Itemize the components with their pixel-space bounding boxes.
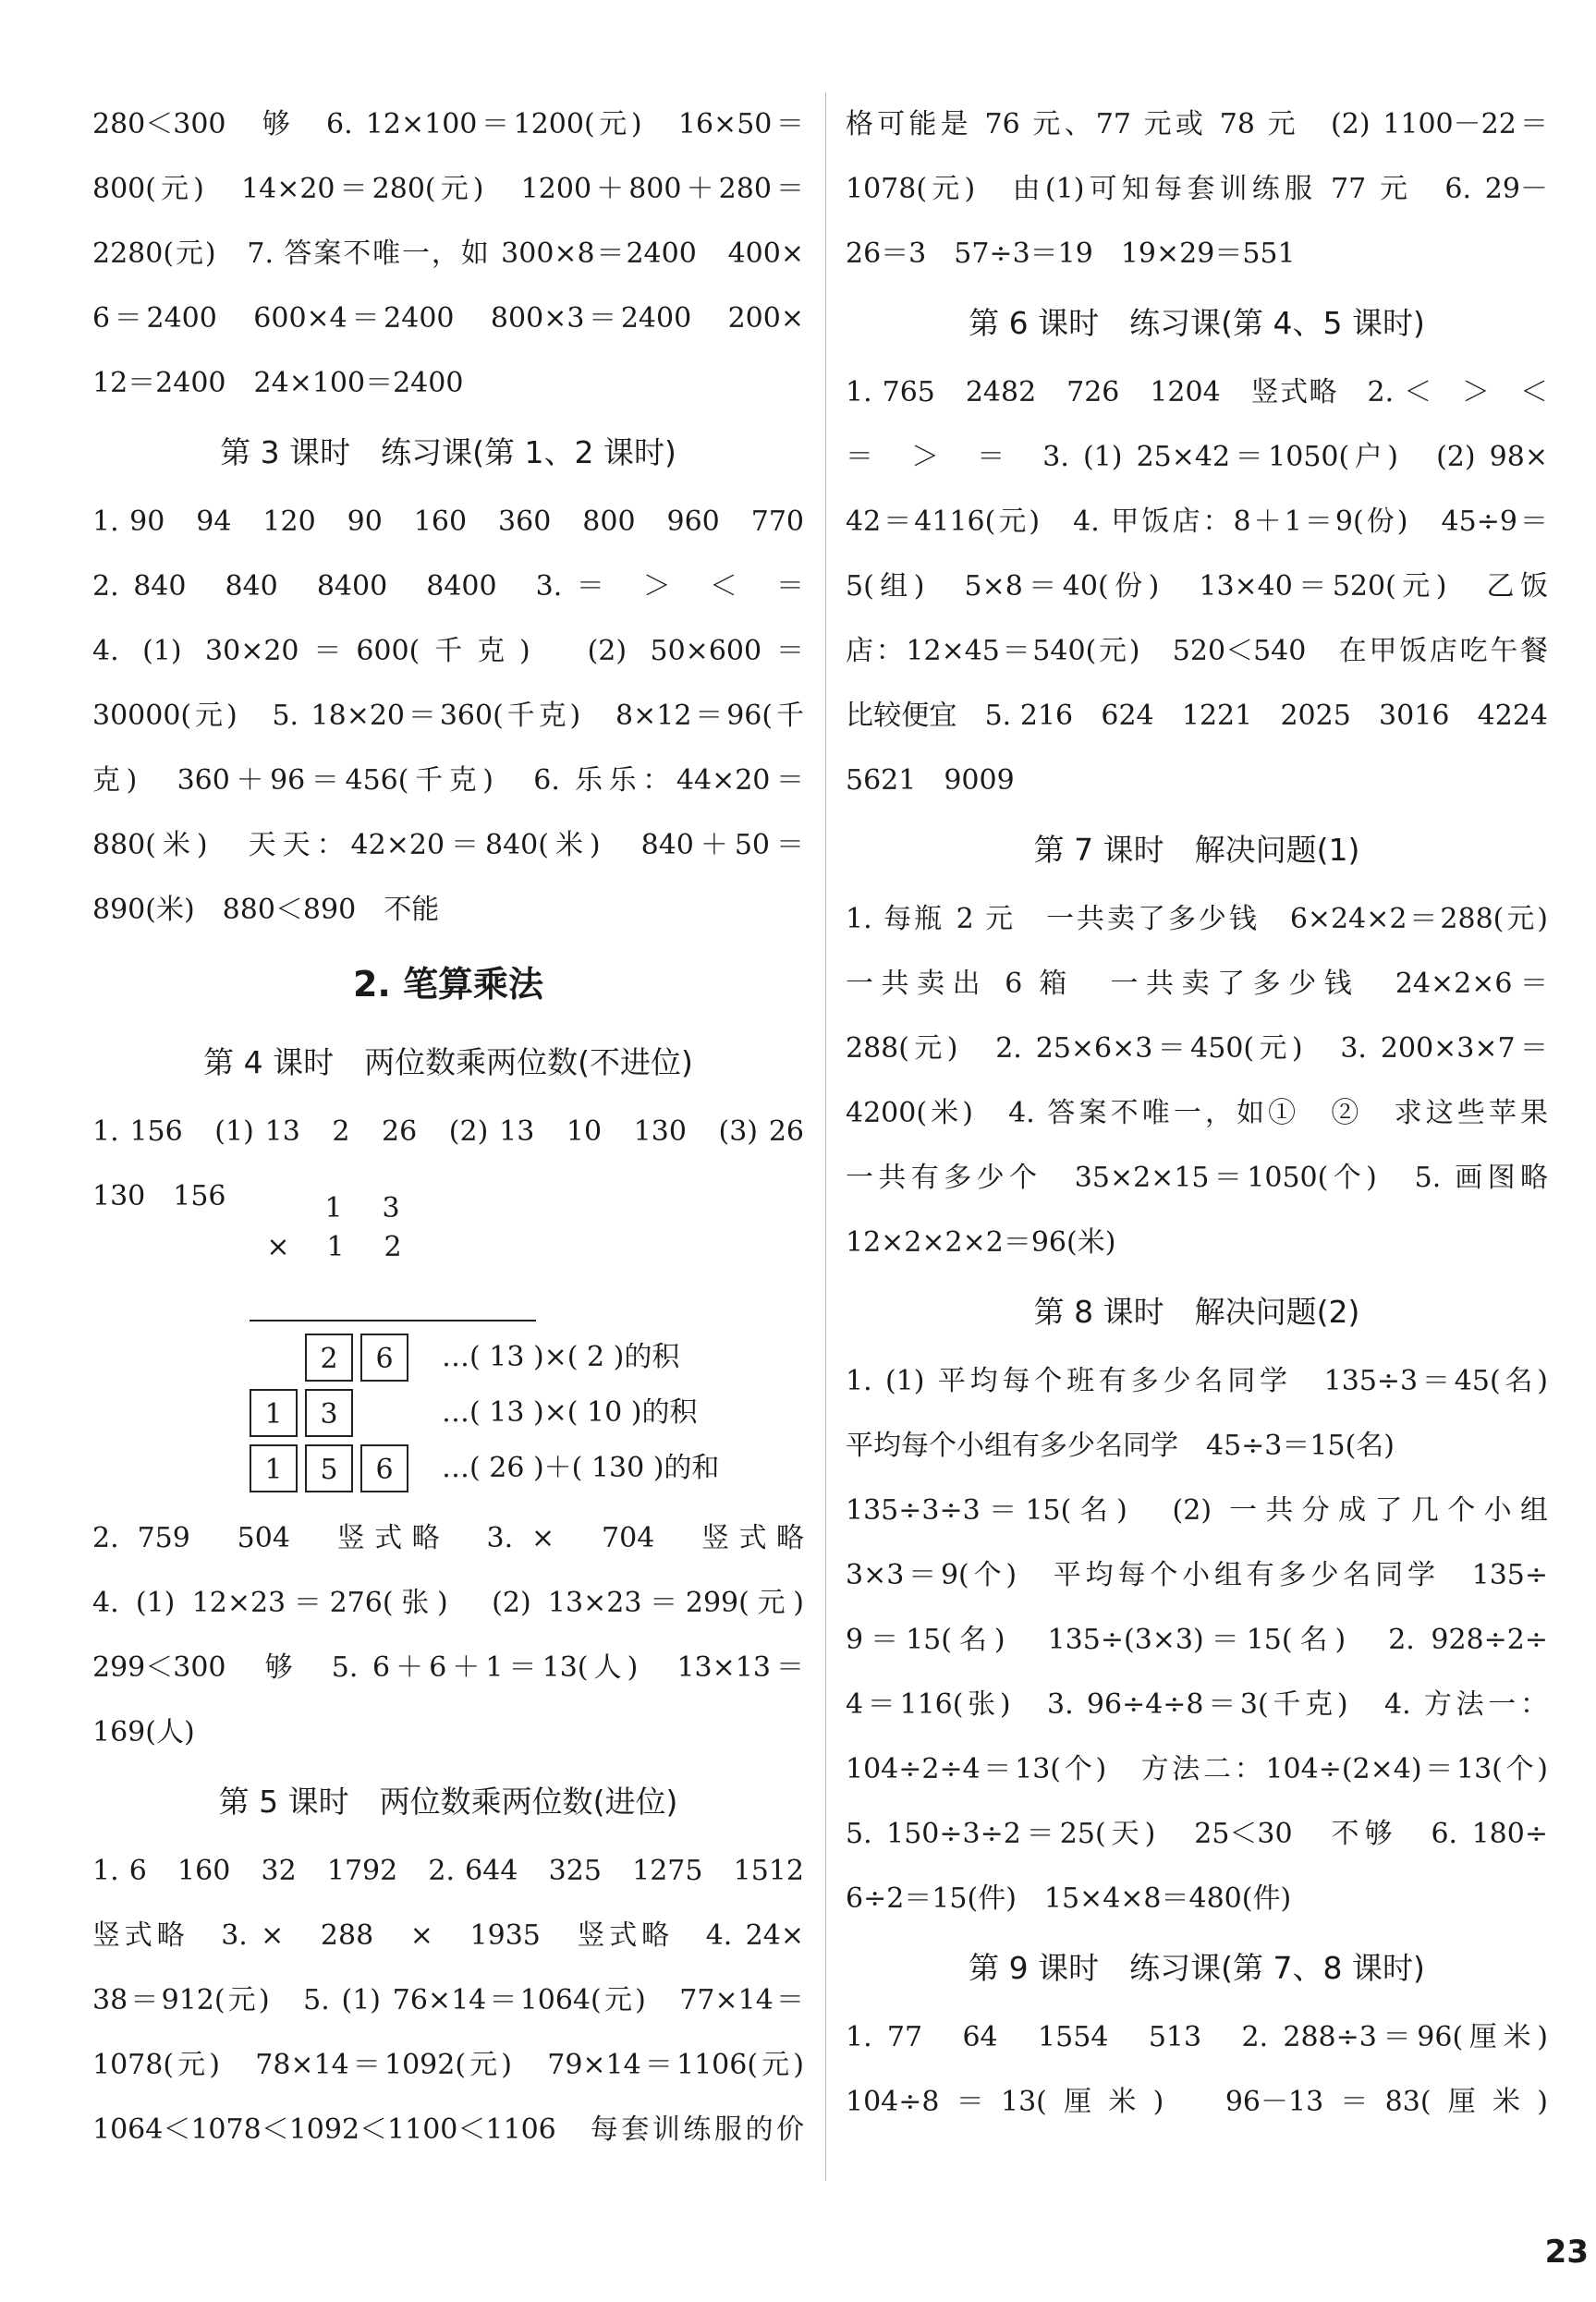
text-line: 26＝3 57÷3＝19 19×29＝551	[846, 238, 1296, 270]
lesson-7-title: 第 7 课时 解决问题(1)	[1033, 832, 1360, 868]
digit-box: 1	[250, 1444, 298, 1492]
text-line: 1. 765 2482 726 1204 竖式略 2. ＜ ＞ ＜	[846, 376, 1548, 408]
text-line: 12＝2400 24×100＝2400	[92, 367, 464, 399]
text-line: 280＜300 够 6. 12×100＝1200(元) 16×50＝	[92, 108, 804, 140]
text-line: 5. 150÷3÷2＝25(天) 25＜30 不够 6. 180÷	[846, 1818, 1548, 1850]
times-sign: ×	[266, 1231, 290, 1263]
text-line: 890(米) 880＜890 不能	[92, 894, 440, 926]
text-line: 1. 6 160 32 1792 2. 644 325 1275 1512	[92, 1855, 804, 1887]
text-line: 1064＜1078＜1092＜1100＜1106 每套训练服的价	[92, 2113, 804, 2146]
lesson-9-title: 第 9 课时 练习课(第 7、8 课时)	[969, 1950, 1425, 1986]
text-line: 38＝912(元) 5. (1) 76×14＝1064(元) 77×14＝	[92, 1984, 804, 2016]
text-line: 4200(米) 4. 答案不唯一，如① ② 求这些苹果	[846, 1097, 1548, 1129]
text-line: 1078(元) 由(1)可知每套训练服 77 元 6. 29－	[846, 173, 1548, 205]
lesson-3-title: 第 3 课时 练习课(第 1、2 课时)	[220, 434, 676, 470]
text-line: 1. (1) 平均每个班有多少名同学 135÷3＝45(名)	[846, 1365, 1548, 1397]
text-line: 1. 90 94 120 90 160 360 800 960 770	[92, 505, 804, 538]
text-line: 1. 156 (1) 13 2 26 (2) 13 10 130 (3) 26	[92, 1115, 804, 1148]
text-line: 平均每个小组有多少名同学 45÷3＝15(名)	[846, 1430, 1395, 1462]
digit-box: 3	[305, 1389, 353, 1437]
digit: 1	[326, 1231, 345, 1263]
text-line: 格可能是 76 元、77 元或 78 元 (2) 1100－22＝	[846, 108, 1548, 140]
digit: 1	[324, 1192, 343, 1224]
text-line: 4. (1) 30×20＝600(千克) (2) 50×600＝	[92, 635, 804, 667]
lesson-4-title: 第 4 课时 两位数乘两位数(不进位)	[203, 1044, 693, 1080]
digit-box: 6	[360, 1444, 408, 1492]
multiplicand-row	[305, 1192, 420, 1224]
text-line: 5621 9009	[846, 764, 1015, 797]
text-line: 克) 360＋96＝456(千克) 6. 乐乐：44×20＝	[92, 764, 804, 797]
text-line: 6＝2400 600×4＝2400 800×3＝2400 200×	[92, 302, 804, 335]
digit: 2	[384, 1231, 402, 1263]
text-line: 6÷2＝15(件) 15×4×8＝480(件)	[846, 1882, 1292, 1915]
multiplier-row	[250, 1231, 421, 1263]
section-2-title: 2. 笔算乘法	[352, 964, 544, 1005]
text-line: 800(元) 14×20＝280(元) 1200＋800＋280＝	[92, 173, 804, 205]
text-line: 42＝4116(元) 4. 甲饭店：8＋1＝9(份) 45÷9＝	[846, 505, 1548, 538]
partial-product-note-2: …( 13 )×( 10 )的积	[442, 1396, 698, 1429]
column-divider	[825, 92, 826, 2181]
digit-box: 6	[360, 1334, 408, 1382]
product-note: …( 26 )＋( 130 )的和	[442, 1452, 720, 1484]
right-column	[846, 92, 1548, 2135]
text-line: 288(元) 2. 25×6×3＝450(元) 3. 200×3×7＝	[846, 1032, 1548, 1065]
text-line: 店：12×45＝540(元) 520＜540 在甲饭店吃午餐	[846, 635, 1548, 667]
partial-product-note-1: …( 13 )×( 2 )的积	[442, 1341, 680, 1373]
text-line: 104÷2÷4＝13(个) 方法二：104÷(2×4)＝13(个)	[846, 1753, 1548, 1785]
text-line: 30000(元) 5. 18×20＝360(千克) 8×12＝96(千	[92, 700, 804, 732]
text-line: 一共卖出 6 箱 一共卖了多少钱 24×2×6＝	[846, 968, 1548, 1000]
text-line: 880(米) 天天：42×20＝840(米) 840＋50＝	[92, 829, 804, 861]
digit-box: 1	[250, 1389, 298, 1437]
partial-product-row-1	[305, 1334, 416, 1382]
text-line: 169(人)	[92, 1716, 195, 1748]
text-line: 5(组) 5×8＝40(份) 13×40＝520(元) 乙饭	[846, 570, 1548, 603]
left-column	[92, 92, 804, 2162]
text-line: 4＝116(张) 3. 96÷4÷8＝3(千克) 4. 方法一：	[846, 1688, 1548, 1721]
text-line: 135÷3÷3＝15(名) (2) 一共分成了几个小组	[846, 1494, 1548, 1527]
text-line: 3×3＝9(个) 平均每个小组有多少名同学 135÷	[846, 1559, 1548, 1591]
text-line: 1. 每瓶 2 元 一共卖了多少钱 6×24×2＝288(元)	[846, 903, 1548, 935]
text-line: 1. 77 64 1554 513 2. 288÷3＝96(厘米)	[846, 2021, 1548, 2053]
product-row	[250, 1444, 416, 1492]
digit-box: 5	[305, 1444, 353, 1492]
text-line: 2. 759 504 竖式略 3. × 704 竖式略	[92, 1522, 804, 1554]
digit: 3	[382, 1192, 400, 1224]
text-line: 一共有多少个 35×2×15＝1050(个) 5. 画图略	[846, 1162, 1548, 1194]
text-line: ＝ ＞ ＝ 3. (1) 25×42＝1050(户) (2) 98×	[846, 441, 1548, 473]
text-line: 299＜300 够 5. 6＋6＋1＝13(人) 13×13＝	[92, 1651, 804, 1684]
partial-product-row-2	[250, 1389, 360, 1437]
text-line: 4. (1) 12×23＝276(张) (2) 13×23＝299(元)	[92, 1587, 804, 1619]
text-line: 2. 840 840 8400 8400 3. ＝ ＞ ＜ ＝	[92, 570, 804, 603]
page-number: 23	[1544, 2234, 1589, 2271]
lesson-5-title: 第 5 课时 两位数乘两位数(进位)	[218, 1784, 678, 1820]
text-line: 104÷8＝13(厘米) 96－13＝83(厘米)	[846, 2086, 1548, 2118]
lesson-8-title: 第 8 课时 解决问题(2)	[1033, 1294, 1360, 1330]
text-line: 竖式略 3. × 288 × 1935 竖式略 4. 24×	[92, 1919, 804, 1952]
digit-box: 2	[305, 1334, 353, 1382]
text-line: 2280(元) 7. 答案不唯一，如 300×8＝2400 400×	[92, 238, 804, 270]
text-line: 130 156	[92, 1180, 226, 1212]
calc-rule	[250, 1320, 536, 1322]
lesson-6-title: 第 6 课时 练习课(第 4、5 课时)	[969, 305, 1425, 341]
text-line: 比较便宜 5. 216 624 1221 2025 3016 4224	[846, 700, 1548, 732]
text-line: 9＝15(名) 135÷(3×3)＝15(名) 2. 928÷2÷	[846, 1624, 1548, 1656]
text-line: 1078(元) 78×14＝1092(元) 79×14＝1106(元)	[92, 2049, 804, 2081]
text-line: 12×2×2×2＝96(米)	[846, 1226, 1116, 1259]
